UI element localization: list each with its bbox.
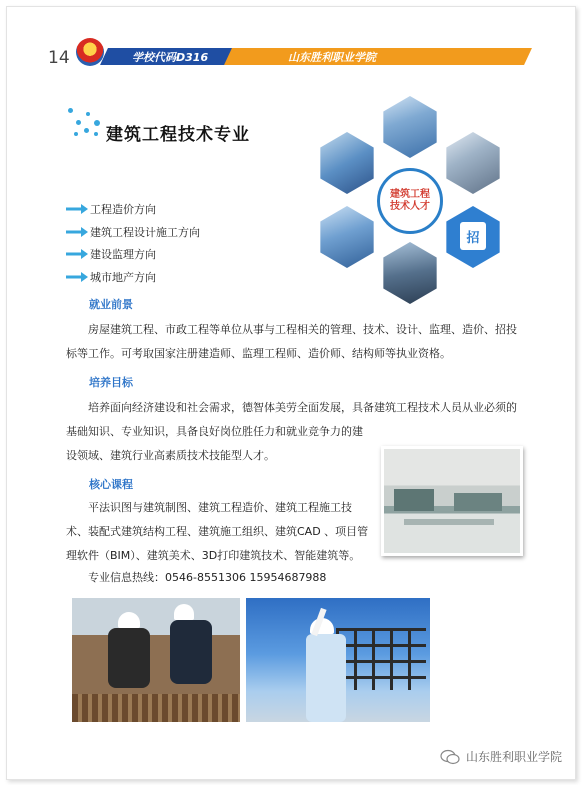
goal-line-2: 基础知识、专业知识，具备良好岗位胜任力和就业竞争力的建: [66, 425, 363, 438]
goal-line-1: 培养面向经济建设和社会需求，德智体美劳全面发展，具备建筑工程技术人员从业必须的: [88, 401, 517, 414]
helmet-icon: [118, 612, 140, 628]
wechat-watermark: [440, 748, 562, 765]
employment-heading: 就业前景: [89, 298, 133, 311]
direction-item: [66, 221, 200, 244]
arrow-right-icon: [66, 249, 88, 259]
direction-label: 建筑工程设计施工方向: [90, 225, 200, 239]
lab-photo: [381, 446, 523, 556]
school-name: 山东胜利职业学院: [288, 51, 376, 64]
page-number: 14: [48, 48, 70, 68]
direction-label: 建设监理方向: [90, 248, 156, 262]
center-badge-text: 建筑工程技术人才: [390, 189, 430, 212]
direction-item: [66, 243, 200, 266]
courses-line-2: 术、装配式建筑结构工程、建筑施工组织、建筑CAD 、项目管: [66, 525, 369, 538]
direction-item: [66, 198, 200, 221]
school-code: 学校代码D316: [132, 51, 209, 64]
goal-line-3: 设领域、建筑行业高素质技术技能型人才。: [66, 449, 275, 462]
direction-label: 工程造价方向: [90, 203, 156, 217]
school-logo-icon: [76, 38, 104, 66]
helmet-icon: [174, 604, 194, 620]
decorative-dots-icon: [66, 106, 102, 140]
arrow-right-icon: [66, 227, 88, 237]
center-badge: [377, 168, 443, 234]
wechat-icon: [440, 749, 460, 765]
direction-item: [66, 266, 200, 289]
header-band-orange: [224, 48, 532, 65]
photo-workers-rebar: [72, 598, 240, 722]
arrow-right-icon: [66, 204, 88, 214]
direction-label: 城市地产方向: [90, 270, 156, 284]
courses-heading: 核心课程: [89, 478, 133, 491]
employment-text: 房屋建筑工程、市政工程等单位从事与工程相关的管理、技术、设计、监理、造价、招投标等工作。可考取国家注册建造师、监理工程师、造价师、结构师等执业资格。: [66, 323, 517, 360]
major-title: 建筑工程技术专业: [106, 125, 250, 145]
hotline: 专业信息热线：0546-8551306 15954687988: [88, 571, 327, 584]
watermark-text: 山东胜利职业学院: [465, 750, 562, 764]
direction-list: [66, 198, 200, 288]
courses-line-3: 理软件（BIM）、建筑美术、3D打印建筑技术、智能建筑等。: [66, 549, 361, 562]
goal-heading: 培养目标: [89, 376, 133, 389]
arrow-right-icon: [66, 272, 88, 282]
recruit-badge-icon: 招: [460, 222, 486, 250]
courses-line-1: 平法识图与建筑制图、建筑工程造价、建筑工程施工技: [88, 501, 352, 514]
photo-engineer-steel-frame: [246, 598, 430, 722]
